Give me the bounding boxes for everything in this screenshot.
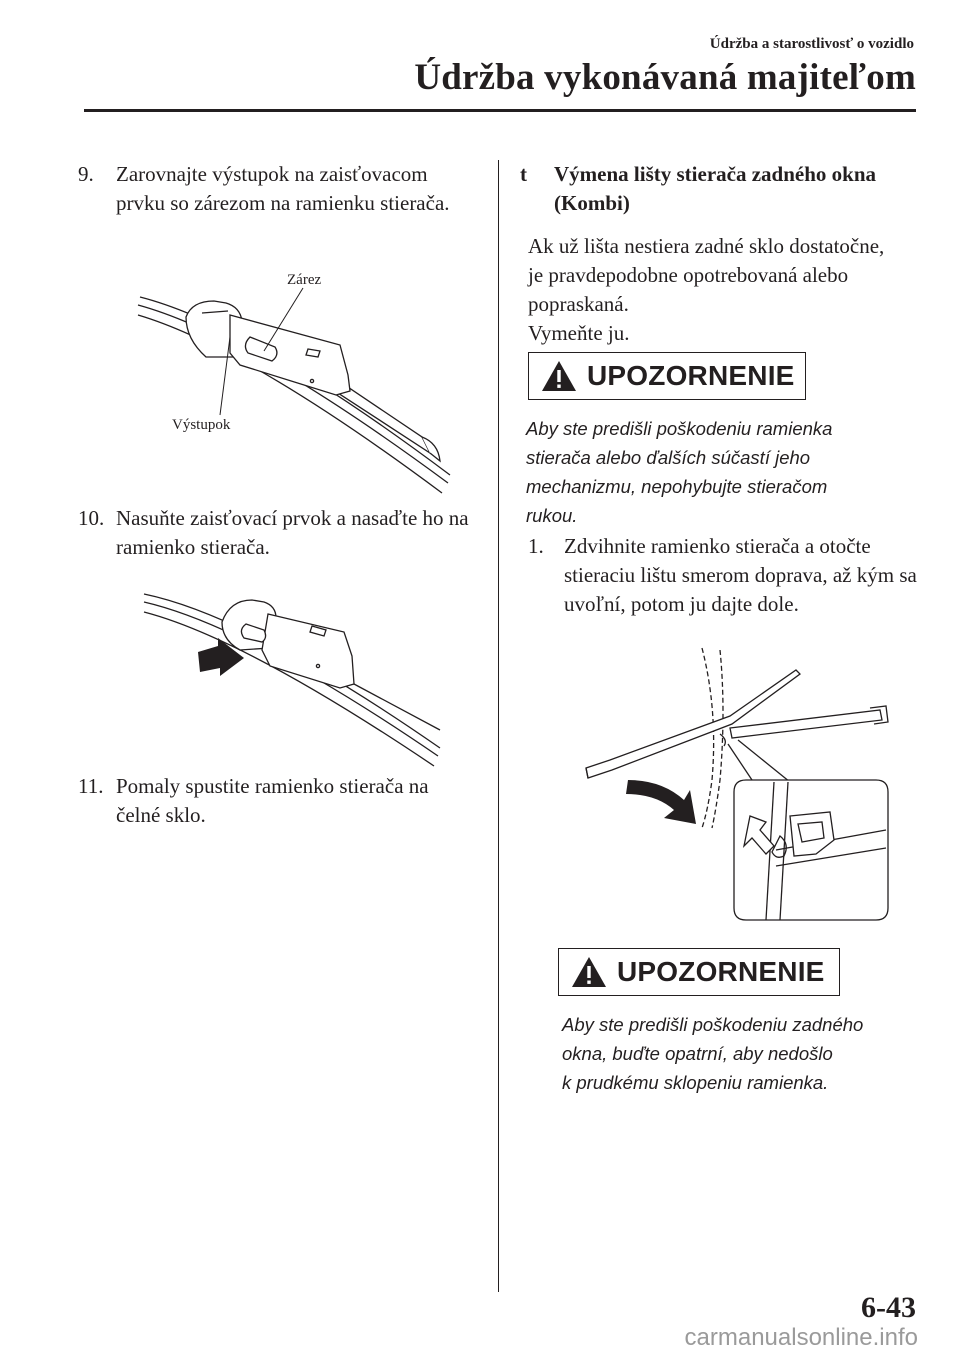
step-text: Nasuňte zaisťovací prvok a nasaďte ho na ramienko stierača. [116,506,469,559]
intro-line: Ak už lišta nestiera zadné sklo dostatočne, [528,234,885,258]
caution-line: stierača alebo ďalších súčastí jeho [526,447,811,468]
header-divider [84,109,916,112]
figure-rear-wiper-removal [580,640,900,930]
step-number: 11. [78,774,104,798]
watermark: carmanualsonline.info [684,1324,918,1351]
intro-paragraph [528,232,928,348]
page-title: Údržba vykonávaná majiteľom [414,57,916,98]
intro-line: popraskaná. [528,292,629,316]
figure-wiper-clip-slide [140,580,450,770]
section-title: Výmena lišty stierača zadného okna (Kombi) [554,162,876,215]
step-text: Zdvihnite ramienko stierača a otočte stieraciu lištu smerom doprava, až kým sa uvoľní, potom ju dajte dole. [564,534,917,616]
figure-wiper-clip-align [130,265,470,495]
step-text: Pomaly spustite ramienko stierača na čelné sklo. [116,774,429,827]
label-notch: Zárez [287,272,322,288]
step-number: 10. [78,506,105,530]
warning-triangle-icon [541,360,577,392]
step-9 [78,160,478,218]
warning-triangle-icon [571,956,607,988]
section-bullet: t [520,162,527,186]
caution-text [526,414,906,530]
caution-label: UPOZORNENIE [587,360,795,391]
intro-line: je pravdepodobne opotrebovaná alebo [528,263,849,287]
step-number: 9. [78,162,94,186]
step-number: 1. [528,534,544,558]
caution-line: Aby ste predišli poškodeniu zadného [562,1014,864,1035]
label-tab: Výstupok [172,417,231,433]
caution-label: UPOZORNENIE [617,956,825,987]
page-number: 6-43 [861,1291,916,1324]
caution-line: okna, buďte opatrní, aby nedošlo [562,1043,833,1064]
caution-line: rukou. [526,505,578,526]
caution-line: Aby ste predišli poškodeniu ramienka [526,418,833,439]
caution-text [562,1010,932,1097]
column-divider [498,160,499,1292]
step-text: Zarovnajte výstupok na zaisťovacom prvku so zárezom na ramienku stierača. [116,162,450,215]
step-10 [78,504,478,562]
caution-box [558,948,840,996]
caution-box [528,352,806,400]
step-1 [528,532,920,619]
caution-line: mechanizmu, nepohybujte stieračom [526,476,828,497]
section-header: Údržba a starostlivosť o vozidlo [709,36,914,52]
intro-line: Vymeňte ju. [528,321,630,345]
step-11 [78,772,478,830]
caution-line: k prudkému sklopeniu ramienka. [562,1072,829,1093]
